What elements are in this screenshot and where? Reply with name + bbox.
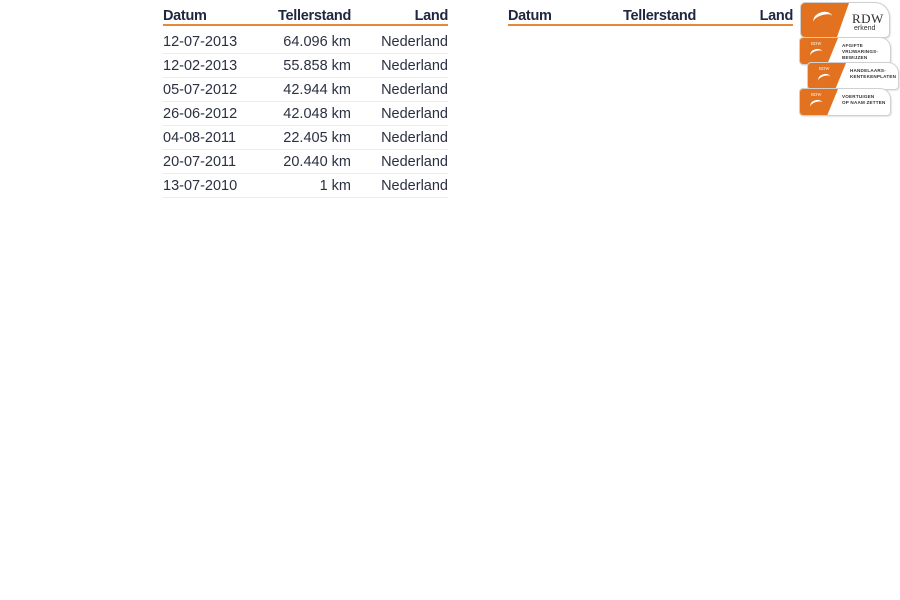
badge-text: VOERTUIGEN OP NAAM ZETTEN <box>842 94 886 105</box>
badge-brand: RDW <box>819 66 830 71</box>
cell-date: 12-02-2013 <box>163 54 263 78</box>
rdw-badge-handelaarskentekenplaten[interactable] <box>808 63 898 89</box>
badge-text: HANDELAARS- KENTEKENPLATEN <box>850 68 897 79</box>
column-header-odometer: Tellerstand <box>263 6 351 25</box>
cell-odometer: 42.048 km <box>263 102 351 126</box>
cell-odometer: 55.858 km <box>263 54 351 78</box>
rdw-logo-icon <box>801 3 849 37</box>
cell-odometer: 1 km <box>263 174 351 198</box>
cell-odometer: 64.096 km <box>263 25 351 54</box>
odometer-history-table-right <box>508 6 793 26</box>
cell-odometer: 20.440 km <box>263 150 351 174</box>
badge-subtitle: erkend <box>854 25 876 32</box>
table-row <box>163 54 448 78</box>
odometer-history-table <box>163 6 448 198</box>
cell-date: 13-07-2010 <box>163 174 263 198</box>
cell-date: 20-07-2011 <box>163 150 263 174</box>
rdw-badge-vrijwaringsbewijzen[interactable] <box>800 38 890 64</box>
cell-odometer: 42.944 km <box>263 78 351 102</box>
badge-brand: RDW <box>811 92 822 97</box>
badge-brand: RDW <box>852 11 884 26</box>
column-header-country: Land <box>696 6 793 25</box>
table-row <box>163 126 448 150</box>
rdw-badge-voertuigen-op-naam[interactable] <box>800 89 890 115</box>
cell-country: Nederland <box>351 150 448 174</box>
rdw-badges <box>797 0 900 125</box>
table-row <box>163 25 448 54</box>
cell-date: 12-07-2013 <box>163 25 263 54</box>
cell-odometer: 22.405 km <box>263 126 351 150</box>
cell-country: Nederland <box>351 126 448 150</box>
table-header-row <box>508 6 793 25</box>
cell-country: Nederland <box>351 54 448 78</box>
cell-country: Nederland <box>351 78 448 102</box>
cell-country: Nederland <box>351 25 448 54</box>
table-row <box>163 150 448 174</box>
column-header-date: Datum <box>163 6 263 25</box>
table-row <box>163 174 448 198</box>
cell-date: 26-06-2012 <box>163 102 263 126</box>
table-header-row <box>163 6 448 25</box>
table-row <box>163 102 448 126</box>
cell-country: Nederland <box>351 102 448 126</box>
badge-brand: RDW <box>811 41 822 46</box>
cell-date: 05-07-2012 <box>163 78 263 102</box>
column-header-country: Land <box>351 6 448 25</box>
rdw-erkend-badge[interactable] <box>801 3 889 37</box>
column-header-odometer: Tellerstand <box>608 6 696 25</box>
cell-country: Nederland <box>351 174 448 198</box>
badge-text: AFGIFTE VRIJWARINGS- BEWIJZEN <box>842 43 879 60</box>
column-header-date: Datum <box>508 6 608 25</box>
cell-date: 04-08-2011 <box>163 126 263 150</box>
table-row <box>163 78 448 102</box>
